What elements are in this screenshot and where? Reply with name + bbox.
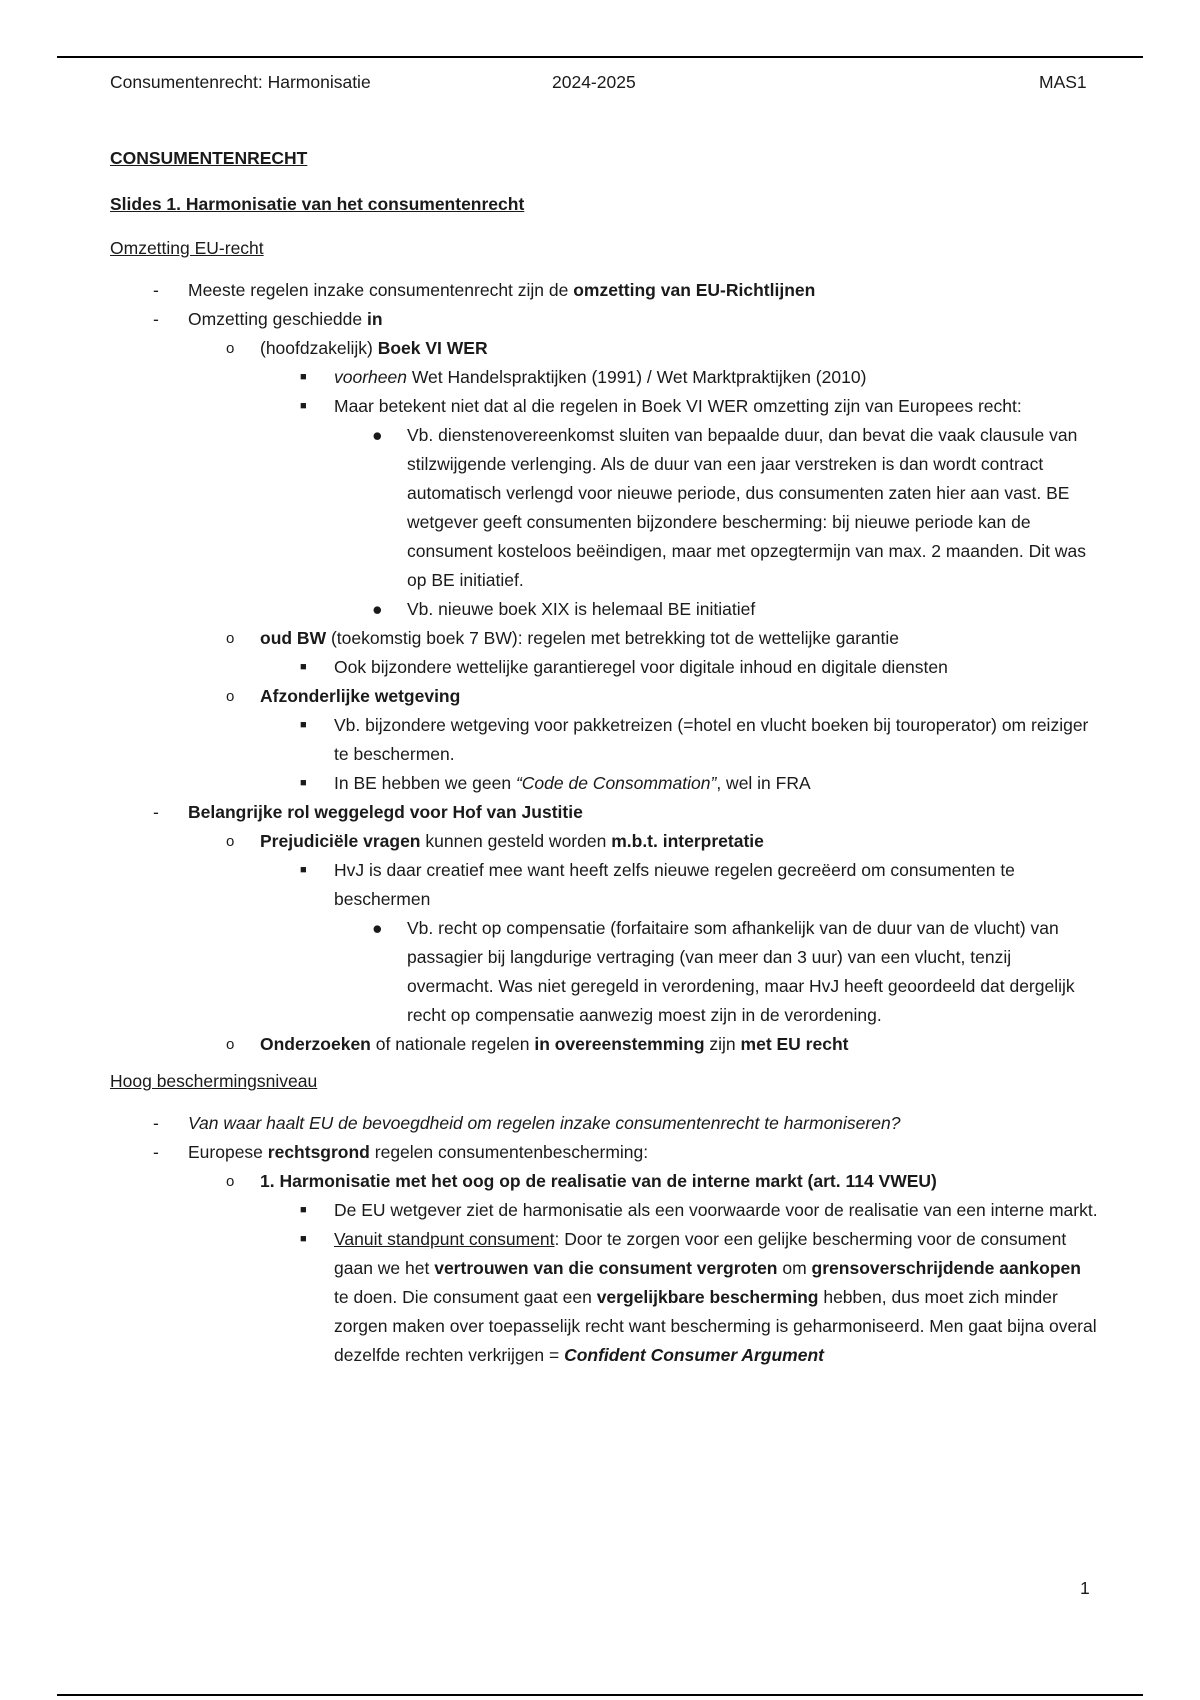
bullet-marker: o [226, 340, 235, 357]
bullet-item-level-1 [110, 798, 1100, 827]
section-gap [110, 1059, 1100, 1069]
bullet-item-level-2 [110, 1167, 1100, 1196]
bottom-rule [57, 1694, 1143, 1696]
text-run: kunnen gesteld worden [420, 831, 612, 851]
bullet-marker: ■ [300, 719, 307, 731]
top-rule [57, 56, 1143, 58]
bullet-item-level-1 [110, 1109, 1100, 1138]
bullet-item-level-3 [110, 769, 1100, 798]
bullet-marker: o [226, 630, 235, 647]
bullet-marker: ● [372, 599, 383, 619]
bullet-item-level-1 [110, 1138, 1100, 1167]
text-run: (toekomstig boek 7 BW): regelen met betrekking tot de wettelijke garantie [326, 628, 900, 648]
text-run: vertrouwen van die consument vergroten [434, 1258, 778, 1278]
text-run: Onderzoeken [260, 1034, 371, 1054]
text-run: , wel in FRA [716, 773, 811, 793]
text-run: hebben, dus moet zich minder zorgen maken over toepasselijk recht want bescherming is geharmoniseerd. Men gaat bijna overal dezelfde rechten verkrijgen = [334, 1287, 1097, 1365]
text-run: in overeenstemming [534, 1034, 705, 1054]
bullet-item-level-2 [110, 624, 1100, 653]
page-number: 1 [1080, 1578, 1090, 1598]
bullet-marker: ■ [300, 777, 307, 789]
text-run: Prejudiciële vragen [260, 831, 421, 851]
sections-container [110, 236, 1100, 1370]
text-run: vergelijkbare bescherming [596, 1287, 819, 1307]
bullet-item-level-2 [110, 1030, 1100, 1059]
text-run: Vb. recht op compensatie (forfaitaire som afhankelijk van de duur van de vlucht) van passagier bij langdurige vertraging (van meer dan 3 uur) van een vlucht, tenzij overmacht. Was niet geregeld in verordening, maar HvJ heeft geoordeeld dat dergelijk recht op compensatie aanwezig moest zijn in de verordening. [407, 918, 1075, 1025]
section-title: Omzetting EU-recht [110, 238, 264, 258]
bullet-marker: - [153, 309, 159, 329]
slides-title: Slides 1. Harmonisatie van het consumentenrecht [110, 194, 525, 214]
text-run: In BE hebben we geen [334, 773, 516, 793]
section-title: Hoog beschermingsniveau [110, 1071, 318, 1091]
bullet-item-level-3 [110, 363, 1100, 392]
bullet-marker: - [153, 280, 159, 300]
text-run: Wet Handelspraktijken (1991) / Wet Marktpraktijken (2010) [406, 367, 867, 387]
bullet-marker: o [226, 1036, 235, 1053]
bullet-item-level-3 [110, 711, 1100, 769]
bullet-marker: ■ [300, 864, 307, 876]
text-run: (hoofdzakelijk) [260, 338, 378, 358]
bullet-list [110, 276, 1100, 1059]
bullet-item-level-2 [110, 827, 1100, 856]
bullet-marker: ■ [300, 1204, 307, 1216]
text-run: Europese [188, 1142, 268, 1162]
text-run: Vb. nieuwe boek XIX is helemaal BE initiatief [407, 599, 756, 619]
text-run: : Door te zorgen voor een gelijke bescherming voor de consument gaan we het [334, 1229, 1067, 1278]
bullet-item-level-3 [110, 856, 1100, 914]
text-run: De EU wetgever ziet de harmonisatie als een voorwaarde voor de realisatie van een interne markt. [334, 1200, 1098, 1220]
text-run: Ook bijzondere wettelijke garantieregel voor digitale inhoud en digitale diensten [334, 657, 948, 677]
bullet-marker: o [226, 1173, 235, 1190]
page-body [110, 146, 1100, 1370]
header-right: MAS1 [1039, 72, 1087, 92]
text-run: Meeste regelen inzake consumentenrecht zijn de [188, 280, 574, 300]
bullet-item-level-3 [110, 1196, 1100, 1225]
text-run: in [367, 309, 383, 329]
bullet-item-level-4 [110, 421, 1100, 595]
bullet-item-level-3 [110, 653, 1100, 682]
text-run: Belangrijke rol weggelegd voor Hof van Justitie [188, 802, 583, 822]
text-run: Confident Consumer Argument [564, 1345, 824, 1365]
text-run: met EU recht [740, 1034, 849, 1054]
bullet-item-level-4 [110, 595, 1100, 624]
text-run: regelen consumentenbescherming: [369, 1142, 649, 1162]
text-run: Vb. bijzondere wetgeving voor pakketreizen (=hotel en vlucht boeken bij touroperator) om reiziger te beschermen. [334, 715, 1089, 764]
bullet-marker: - [153, 802, 159, 822]
text-run: voorheen [334, 367, 407, 387]
text-run: Van waar haalt EU de bevoegdheid om regelen inzake consumentenrecht te harmoniseren? [188, 1113, 901, 1133]
bullet-item-level-2 [110, 334, 1100, 363]
text-run: “Code de Consommation” [515, 773, 717, 793]
bullet-item-level-4 [110, 914, 1100, 1030]
text-run: omzetting van EU-Richtlijnen [573, 280, 816, 300]
bullet-marker: o [226, 833, 235, 850]
bullet-marker: ■ [300, 400, 307, 412]
text-run: of nationale regelen [370, 1034, 535, 1054]
text-run: Afzonderlijke wetgeving [260, 686, 461, 706]
text-run: Vanuit standpunt consument [334, 1229, 555, 1249]
bullet-list [110, 1109, 1100, 1370]
text-run: zijn [704, 1034, 741, 1054]
text-run: oud BW [260, 628, 327, 648]
text-run: Vb. dienstenovereenkomst sluiten van bepaalde duur, dan bevat die vaak clausule van stilzwijgende verlenging. Als de duur van een jaar verstreken is dan wordt contract automatisch verlengd voor nieuwe periode, dus consumenten zaten hier aan vast. BE wetgever geeft consumenten bijzondere bescherming: bij nieuwe periode kan de consument kosteloos beëindigen, maar met opzegtermijn van max. 2 maanden. Dit was op BE initiatief. [407, 425, 1086, 590]
document-title: CONSUMENTENRECHT [110, 148, 308, 168]
bullet-item-level-1 [110, 305, 1100, 334]
bullet-marker: - [153, 1113, 159, 1133]
text-run: Omzetting geschiedde [188, 309, 367, 329]
bullet-marker: ● [372, 425, 383, 445]
header-center: 2024-2025 [552, 72, 636, 92]
text-run: Boek VI WER [377, 338, 488, 358]
bullet-item-level-3 [110, 392, 1100, 421]
text-run: Maar betekent niet dat al die regelen in Boek VI WER omzetting zijn van Europees recht: [334, 396, 1022, 416]
page-header [0, 72, 1200, 96]
bullet-marker: ■ [300, 661, 307, 673]
text-run: HvJ is daar creatief mee want heeft zelfs nieuwe regelen gecreëerd om consumenten te beschermen [334, 860, 1015, 909]
text-run: m.b.t. interpretatie [611, 831, 764, 851]
bullet-marker: ■ [300, 371, 307, 383]
text-run: rechtsgrond [267, 1142, 370, 1162]
bullet-item-level-1 [110, 276, 1100, 305]
text-run: 1. Harmonisatie met het oog op de realisatie van de interne markt (art. 114 VWEU) [260, 1171, 937, 1191]
text-run: te doen. Die consument gaat een [334, 1287, 597, 1307]
header-left: Consumentenrecht: Harmonisatie [110, 72, 371, 92]
bullet-marker: - [153, 1142, 159, 1162]
text-run: grensoverschrijdende aankopen [811, 1258, 1081, 1278]
text-run: om [777, 1258, 812, 1278]
bullet-marker: ● [372, 918, 383, 938]
bullet-marker: ■ [300, 1233, 307, 1245]
bullet-marker: o [226, 688, 235, 705]
bullet-item-level-2 [110, 682, 1100, 711]
bullet-item-level-3 [110, 1225, 1100, 1370]
